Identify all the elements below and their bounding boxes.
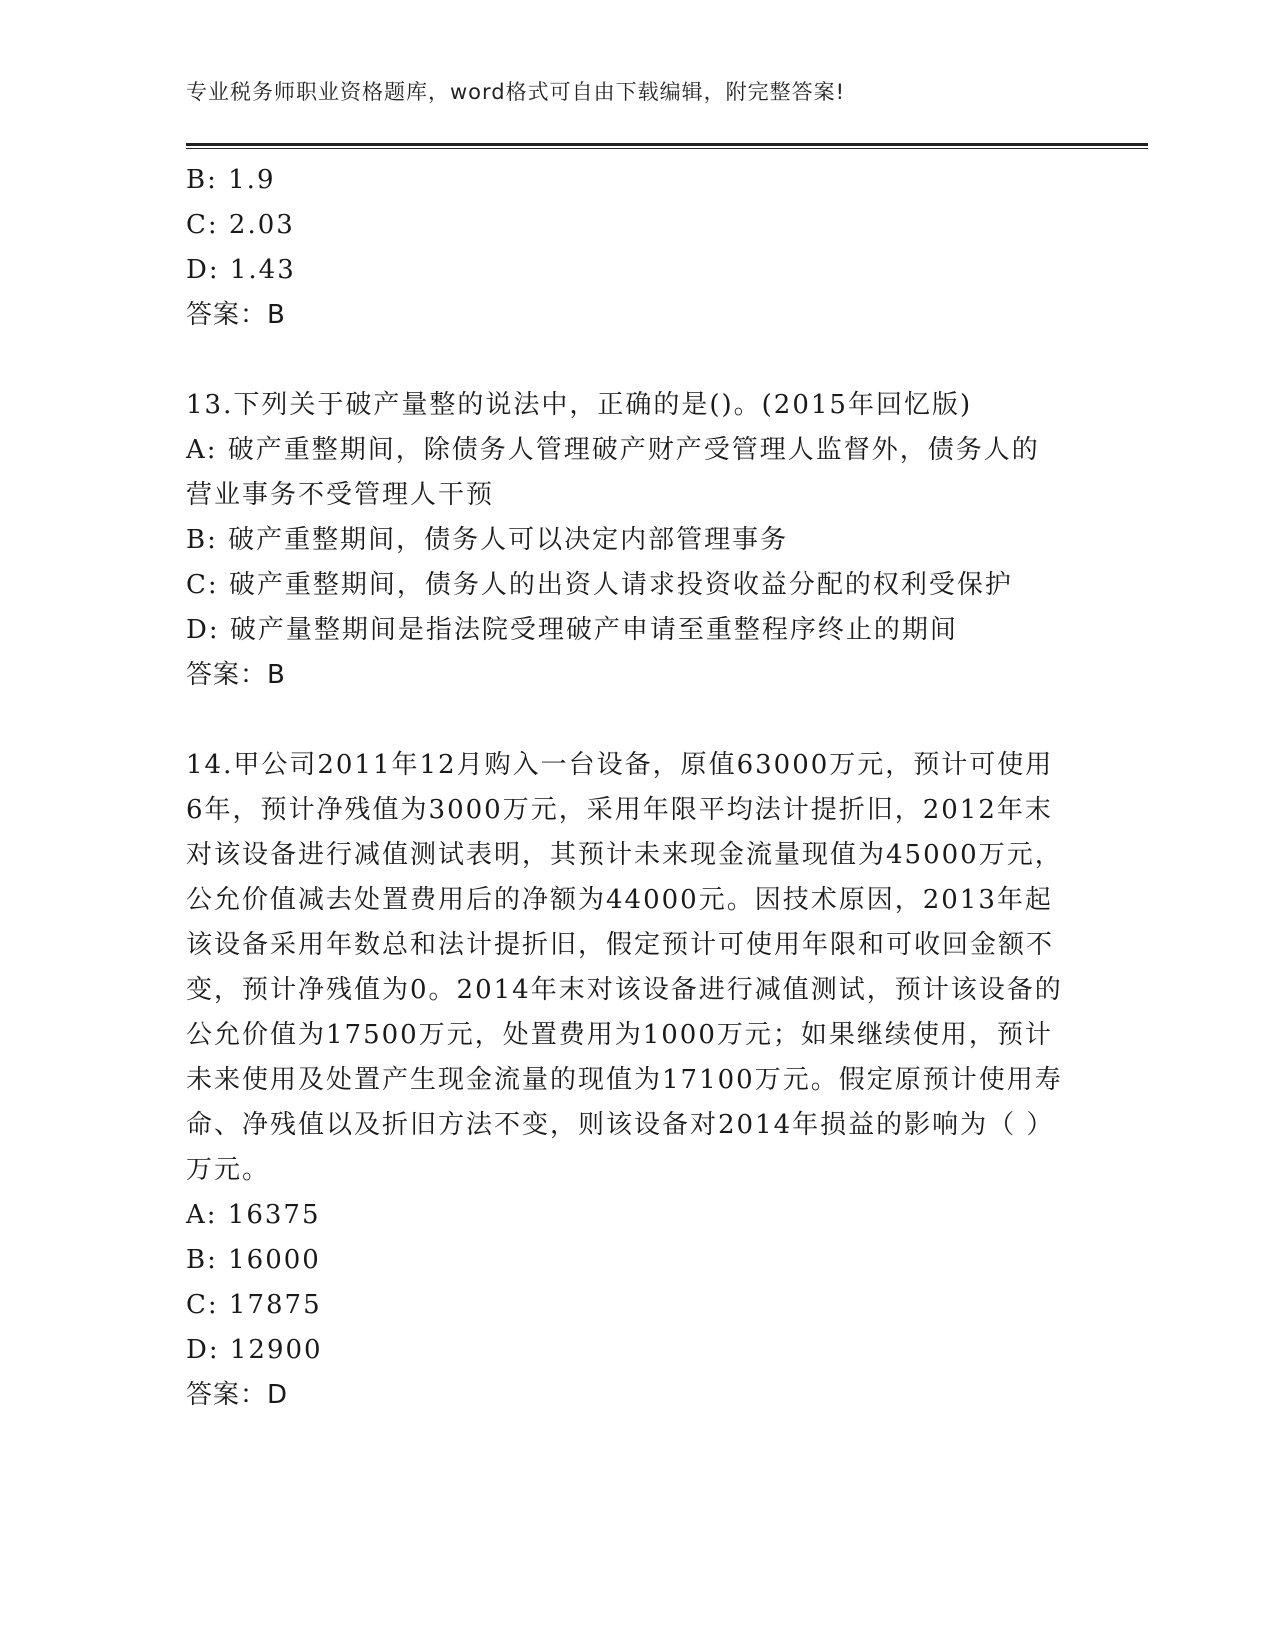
option-d: D: 破产量整期间是指法院受理破产申请至重整程序终止的期间	[186, 615, 958, 645]
answer-line: 答案：B	[186, 660, 286, 690]
prev-question	[186, 158, 1066, 338]
answer-line: 答案：B	[186, 300, 286, 330]
document-body	[186, 158, 1066, 1418]
option-c: C: 2.03	[186, 210, 295, 240]
spacer	[186, 698, 1066, 743]
option-d: D: 1.43	[186, 255, 296, 285]
option-a: A: 16375	[186, 1200, 321, 1230]
header-note: 专业税务师职业资格题库，word格式可自由下载编辑，附完整答案!	[186, 80, 846, 104]
option-b: B: 1.9	[186, 165, 276, 195]
question-14	[186, 743, 1066, 1418]
question-stem: 13.下列关于破产量整的说法中，正确的是()。(2015年回忆版)	[186, 390, 973, 420]
option-b: B: 破产重整期间，债务人可以决定内部管理事务	[186, 525, 789, 555]
option-d: D: 12900	[186, 1335, 323, 1365]
spacer	[186, 338, 1066, 383]
option-c: C: 17875	[186, 1290, 322, 1320]
header-divider	[186, 143, 1148, 149]
option-a: A: 破产重整期间，除债务人管理破产财产受管理人监督外，债务人的营业事务不受管理人干预	[186, 435, 1040, 510]
question-13	[186, 383, 1066, 698]
answer-line: 答案：D	[186, 1380, 289, 1410]
option-c: C: 破产重整期间，债务人的出资人请求投资收益分配的权利受保护	[186, 570, 1013, 600]
question-stem: 14.甲公司2011年12月购入一台设备，原值63000万元，预计可使用6年，预计净残值为3000万元，采用年限平均法计提折旧，2012年末对该设备进行减值测试表明，其预计未来现金流量现值为45000万元，公允价值减去处置费用后的净额为44000元。因技术原因，2013年起该设备采用年数总和法计提折旧，假定预计可使用年限和可收回金额不变，预计净残值为0。2014年末对该设备进行减值测试，预计该设备的公允价值为17500万元，处置费用为1000万元；如果继续使用，预计未来使用及处置产生现金流量的现值为17100万元。假定原预计使用寿命、净残值以及折旧方法不变，则该设备对2014年损益的影响为（ ）万元。	[186, 750, 1063, 1185]
option-b: B: 16000	[186, 1245, 321, 1275]
